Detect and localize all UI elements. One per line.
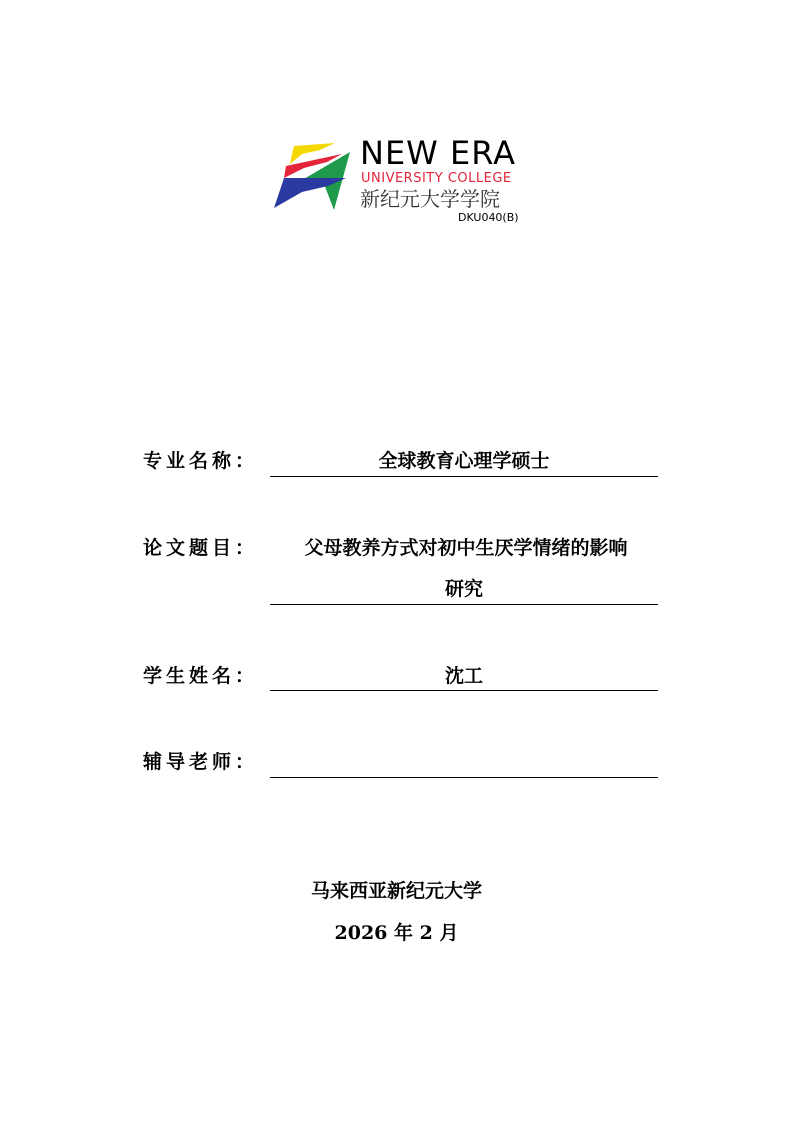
thesis-title-line2: 研究: [444, 578, 483, 600]
thesis-title-underline: [270, 604, 658, 605]
major-underline: [270, 476, 658, 477]
logo-subtitle: UNIVERSITY COLLEGE: [361, 171, 512, 186]
student-name-value: 沈工: [444, 665, 483, 687]
logo-code: DKU040(B): [458, 211, 519, 224]
student-name-underline: [270, 690, 658, 691]
logo-emblem-icon: [272, 140, 354, 214]
logo-chinese-name: 新纪元大学学院: [360, 187, 500, 211]
thesis-title-line1: 父母教养方式对初中生厌学情绪的影响: [304, 537, 628, 559]
major-label: 专业名称：: [143, 450, 259, 472]
advisor-label: 辅导老师：: [143, 751, 259, 773]
submission-date: 2026 年 2 月: [334, 922, 459, 944]
advisor-underline: [270, 777, 658, 778]
thesis-title-label: 论文题目：: [143, 537, 259, 559]
university-logo: [272, 136, 532, 232]
institution-name: 马来西亚新纪元大学: [310, 880, 482, 902]
logo-title: NEW ERA: [360, 134, 517, 172]
major-value: 全球教育心理学硕士: [378, 450, 550, 472]
student-name-label: 学生姓名：: [143, 665, 259, 687]
